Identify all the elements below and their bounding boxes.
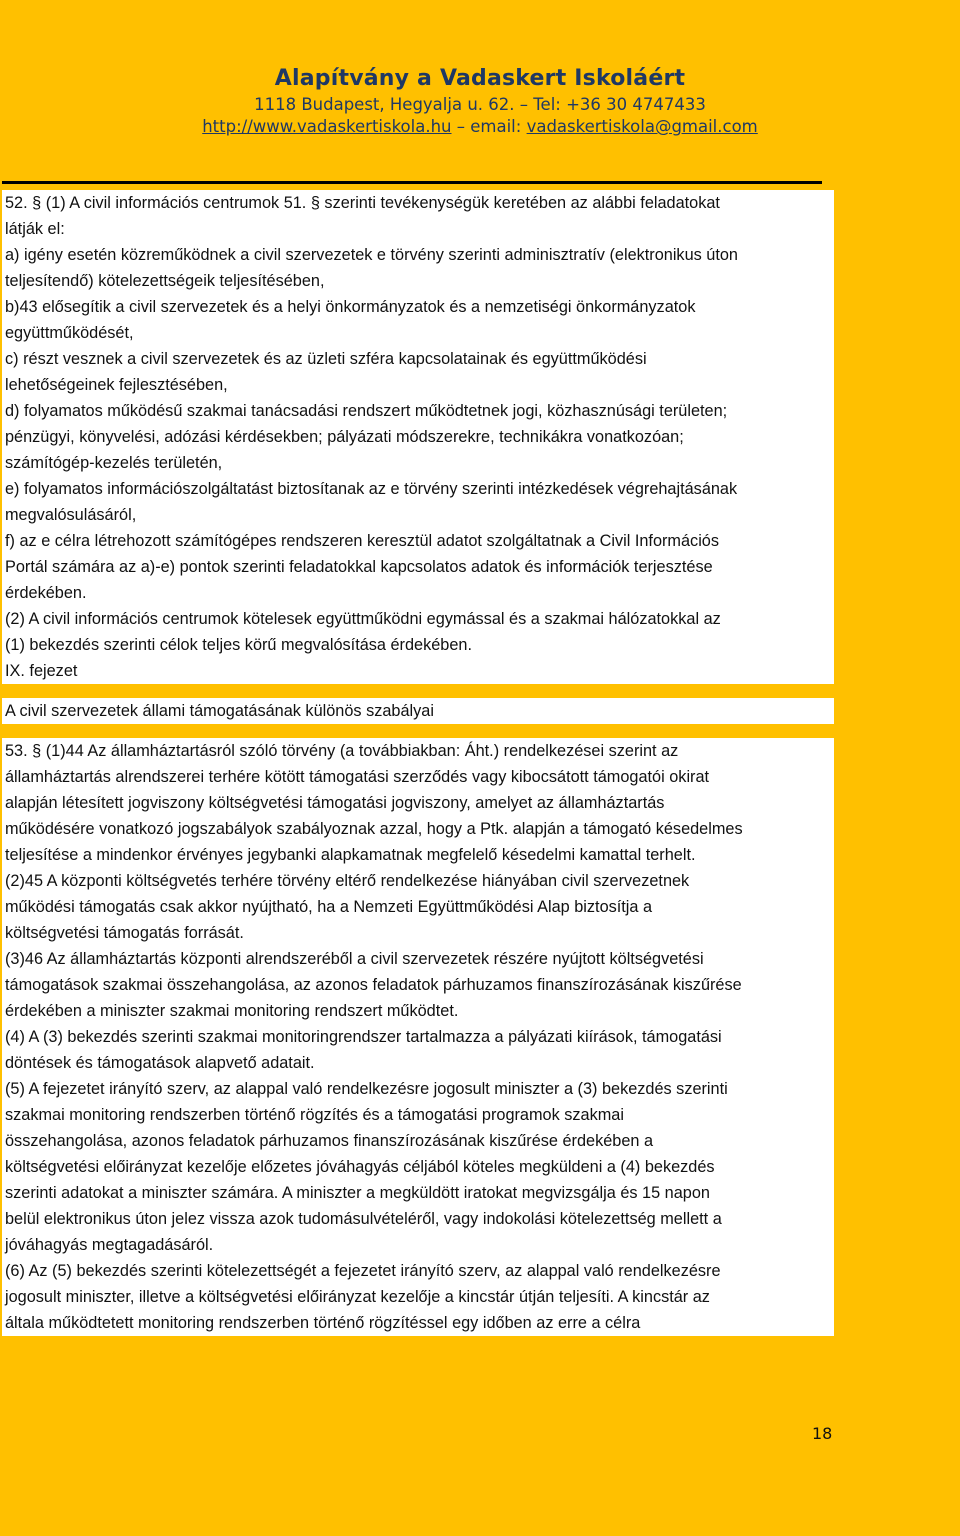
text-line: teljesítése a mindenkor érvényes jegybanki alapkamatnak megfelelő késedelmi kamattal terhelt. (2, 842, 834, 868)
text-line: államháztartás alrendszerei terhére kötött támogatási szerződés vagy kibocsátott támogatói okirat (2, 764, 834, 790)
email-link[interactable]: vadaskertiskola@gmail.com (526, 117, 758, 136)
text-line: érdekében a miniszter szakmai monitoring rendszert működtet. (2, 998, 834, 1024)
text-line: teljesítendő) kötelezettségeik teljesítésében, (2, 268, 834, 294)
text-line: f) az e célra létrehozott számítógépes rendszeren keresztül adatot szolgáltatnak a Civil Információs (2, 528, 834, 554)
text-line: lehetőségeinek fejlesztésében, (2, 372, 834, 398)
page-number: 18 (812, 1424, 833, 1443)
text-line: működési támogatás csak akkor nyújtható, ha a Nemzeti Együttműködési Alap biztosítja a (2, 894, 834, 920)
text-line: látják el: (2, 216, 834, 242)
text-line: b)43 elősegítik a civil szervezetek és a helyi önkormányzatok és a nemzetiségi önkormányzatok (2, 294, 834, 320)
text-line: támogatások szakmai összehangolása, az azonos feladatok párhuzamos finanszírozásának kiszűrése (2, 972, 834, 998)
text-line: c) részt vesznek a civil szervezetek és az üzleti szféra kapcsolatainak és együttműködési (2, 346, 834, 372)
text-line: belül elektronikus úton jelez vissza azok tudomásulvételéről, vagy indokolási kötelezettség mellett a (2, 1206, 834, 1232)
text-line: költségvetési támogatás forrását. (2, 920, 834, 946)
text-line: döntések és támogatások alapvető adatait. (2, 1050, 834, 1076)
text-line: működésére vonatkozó jogszabályok szabályoznak azzal, hogy a Ptk. alapján a támogató késedelmes (2, 816, 834, 842)
text-line: megvalósulásáról, (2, 502, 834, 528)
text-line: költségvetési előirányzat kezelője előzetes jóváhagyás céljából köteles megküldeni a (4) bekezdés (2, 1154, 834, 1180)
email-label: – email: (451, 117, 527, 136)
text-line: d) folyamatos működésű szakmai tanácsadási rendszert működtetnek jogi, közhasznúsági területen; (2, 398, 834, 424)
chapter-title: A civil szervezetek állami támogatásának különös szabályai (2, 698, 834, 724)
text-line: (6) Az (5) bekezdés szerinti kötelezettségét a fejezetet irányító szerv, az alappal való rendelkezésre (2, 1258, 834, 1284)
text-line: érdekében. (2, 580, 834, 606)
text-line: 52. § (1) A civil információs centrumok 51. § szerinti tevékenységük keretében az alábbi feladatokat (2, 190, 834, 216)
address: 1118 Budapest, Hegyalja u. 62. (254, 95, 515, 114)
text-line: összehangolása, azonos feladatok párhuzamos finanszírozásának kiszűrése érdekében a (2, 1128, 834, 1154)
text-line: e) folyamatos információszolgáltatást biztosítanak az e törvény szerinti intézkedések végrehajtásának (2, 476, 834, 502)
text-line: alapján létesített jogviszony költségvetési támogatási jogviszony, amelyet az államháztartás (2, 790, 834, 816)
text-line: pénzügyi, könyvelési, adózási kérdésekben; pályázati módszerekre, technikákra vonatkozóan; (2, 424, 834, 450)
chapter-heading: IX. fejezet (2, 658, 834, 684)
text-line: (5) A fejezetet irányító szerv, az alappal való rendelkezésre jogosult miniszter a (3) bekezdés szerinti (2, 1076, 834, 1102)
spacer (2, 684, 834, 698)
contact-line (0, 94, 960, 116)
text-line: szerinti adatokat a miniszter számára. A miniszter a megküldött iratokat megvizsgálja és 15 napon (2, 1180, 834, 1206)
text-line: a) igény esetén közreműködnek a civil szervezetek e törvény szerinti adminisztratív (elektronikus úton (2, 242, 834, 268)
letterhead (0, 64, 960, 138)
text-line: Portál számára az a)-e) pontok szerinti feladatokkal kapcsolatos adatok és információk terjesztése (2, 554, 834, 580)
foundation-title: Alapítvány a Vadaskert Iskoláért (274, 66, 686, 91)
phone: Tel: +36 30 4747433 (533, 95, 706, 114)
text-line: számítógép-kezelés területén, (2, 450, 834, 476)
text-line: 53. § (1)44 Az államháztartásról szóló törvény (a továbbiakban: Áht.) rendelkezései szerint az (2, 738, 834, 764)
text-line: (2) A civil információs centrumok kötelesek együttműködni egymással és a szakmai hálózatokkal az (2, 606, 834, 632)
text-line: (1) bekezdés szerinti célok teljes körű megvalósítása érdekében. (2, 632, 834, 658)
document-body (2, 190, 834, 1336)
text-line: jogosult miniszter, illetve a költségvetési előirányzat kezelője a kincstár útján teljesíti. A kincstár az (2, 1284, 834, 1310)
spacer (2, 724, 834, 738)
text-line: általa működtetett monitoring rendszerben történő rögzítéssel egy időben az erre a célra (2, 1310, 834, 1336)
text-line: (3)46 Az államháztartás központi alrendszeréből a civil szervezetek részére nyújtott költségvetési (2, 946, 834, 972)
text-line: (4) A (3) bekezdés szerinti szakmai monitoringrendszer tartalmazza a pályázati kiírások, támogatási (2, 1024, 834, 1050)
separator: – (514, 95, 534, 114)
header-divider (2, 181, 822, 184)
text-line: (2)45 A központi költségvetés terhére törvény eltérő rendelkezése hiányában civil szervezetnek (2, 868, 834, 894)
text-line: jóváhagyás megtagadásáról. (2, 1232, 834, 1258)
text-line: együttműködését, (2, 320, 834, 346)
web-line (0, 116, 960, 138)
text-line: szakmai monitoring rendszerben történő rögzítés és a támogatási programok szakmai (2, 1102, 834, 1128)
website-link[interactable]: http://www.vadaskertiskola.hu (202, 117, 452, 136)
